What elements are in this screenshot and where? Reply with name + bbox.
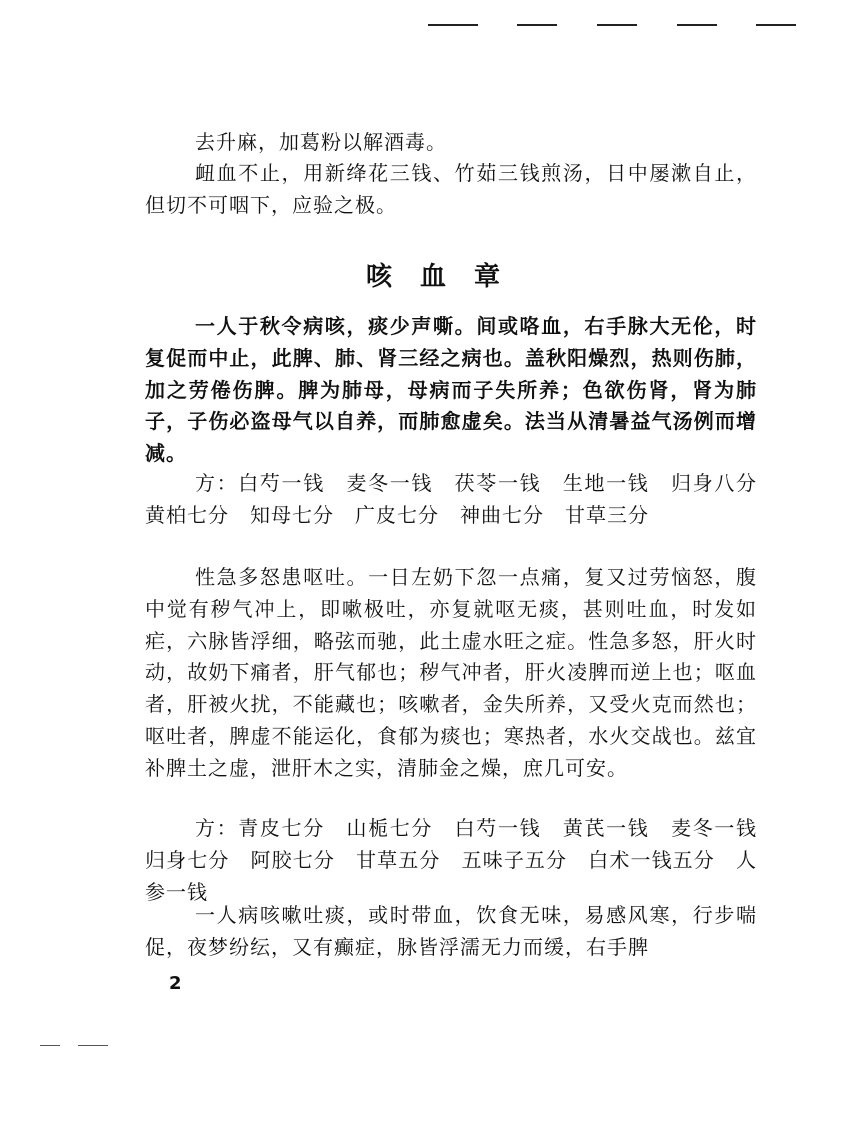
scan-mark: [78, 1045, 108, 1046]
case1-text: 一人于秋令病咳，痰少声嘶。间或咯血，右手脉大无伦，时复促而中止，此脾、肺、肾三经之病也。盖秋阳燥烈，热则伤肺，加之劳倦伤脾。脾为肺母，母病而子失所养；色欲伤肾，肾为肺子，子伤必盗母气以自养，而肺愈虚矣。法当从清暑益气汤例而增减。: [145, 314, 757, 466]
scan-mark: [40, 1045, 60, 1046]
case3-text: 一人病咳嗽吐痰，或时带血，饮食无味，易感风寒，行步喘促，夜梦纷纭，又有癫症，脉皆浮濡无力而缓，右手脾: [145, 903, 757, 959]
case2-text: 性急多怒患呕吐。一日左奶下忽一点痛，复又过劳恼怒，腹中觉有秽气冲上，即嗽极吐，亦复就呕无痰，甚则吐血，时发如疟，六脉皆浮细，略弦而驰，此土虚水旺之症。性急多怒，肝火时动，故奶下痛者，肝气郁也；秽气冲者，肝火凌脾而逆上也；呕血者，肝被火扰，不能藏也；咳嗽者，金失所养，又受火克而然也；呕吐者，脾虚不能运化，食郁为痰也；寒热者，水火交战也。兹宜补脾土之虚，泄肝木之实，清肺金之燥，庶几可安。: [145, 565, 757, 780]
page-number: 2: [169, 973, 182, 994]
scan-mark: [756, 24, 796, 26]
chapter-title: 咳血章: [365, 262, 528, 292]
intro-line: 去升麻，加葛粉以解酒毒。: [195, 130, 447, 154]
scan-mark: [677, 24, 717, 26]
scan-mark: [597, 24, 637, 26]
case1-prescription: 方：白芍一钱 麦冬一钱 茯苓一钱 生地一钱 归身八分 黄柏七分 知母七分 广皮七分 神曲七分 甘草三分: [145, 471, 778, 527]
scan-mark: [517, 24, 557, 26]
intro-paragraph: 衄血不止，用新绛花三钱、竹茹三钱煎汤，日中屡漱自止，但切不可咽下，应验之极。: [145, 161, 757, 217]
scan-mark: [428, 24, 478, 26]
case2-prescription: 方：青皮七分 山栀七分 白芍一钱 黄芪一钱 麦冬一钱 归身七分 阿胶七分 甘草五分 五味子五分 白术一钱五分 人参一钱: [145, 816, 778, 904]
